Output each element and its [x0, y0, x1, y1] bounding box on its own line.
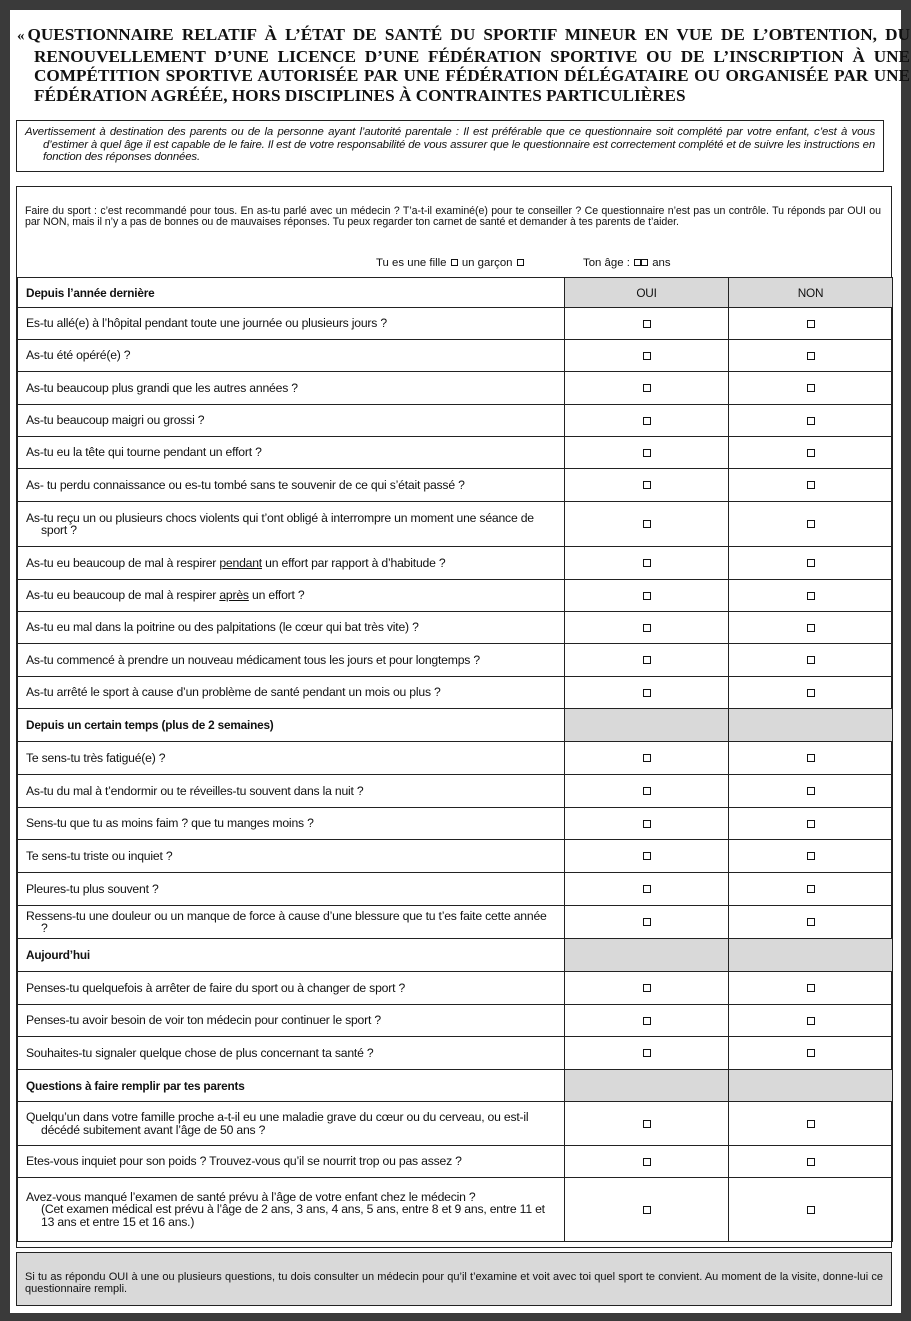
- no-checkbox[interactable]: [807, 1049, 815, 1057]
- question-cell: [18, 437, 565, 469]
- no-checkbox[interactable]: [807, 984, 815, 992]
- yes-cell: [565, 469, 729, 502]
- question-emphasis: après: [219, 588, 249, 603]
- yes-cell: [565, 580, 729, 612]
- question-text: [26, 785, 556, 798]
- question-cell: [18, 1102, 565, 1146]
- no-cell: [729, 840, 893, 873]
- question-cell: [18, 502, 565, 547]
- no-column-header: NON: [797, 285, 824, 300]
- question-row: [18, 405, 893, 437]
- question-text: [26, 382, 556, 395]
- no-checkbox[interactable]: [807, 1017, 815, 1025]
- question-row: [18, 1146, 893, 1178]
- yes-checkbox[interactable]: [643, 481, 651, 489]
- question-cell: [18, 469, 565, 502]
- question-cell: [18, 580, 565, 612]
- yes-checkbox[interactable]: [643, 820, 651, 828]
- no-cell: [729, 1037, 893, 1070]
- age-field: [583, 257, 671, 269]
- question-row: [18, 340, 893, 372]
- no-cell: [729, 308, 893, 340]
- yes-checkbox[interactable]: [643, 1120, 651, 1128]
- yes-checkbox[interactable]: [643, 918, 651, 926]
- no-checkbox[interactable]: [807, 352, 815, 360]
- section-header-row: [18, 1070, 893, 1102]
- question-row: [18, 1005, 893, 1037]
- yes-cell: [565, 873, 729, 906]
- question-text-main: Ressens-tu une douleur ou un manque de force à cause d’une blessure que tu t’es faite cette année ?: [26, 908, 547, 935]
- question-row: [18, 873, 893, 906]
- question-cell: [18, 840, 565, 873]
- yes-cell: [565, 677, 729, 709]
- question-cell: [18, 972, 565, 1005]
- question-row: [18, 612, 893, 644]
- question-row: [18, 906, 893, 939]
- yes-checkbox[interactable]: [643, 754, 651, 762]
- yes-checkbox[interactable]: [643, 1017, 651, 1025]
- no-checkbox[interactable]: [807, 320, 815, 328]
- question-text: [26, 621, 556, 634]
- question-row: [18, 972, 893, 1005]
- question-row: [18, 308, 893, 340]
- yes-cell: [565, 1037, 729, 1070]
- question-text: [26, 479, 556, 492]
- yes-cell: [565, 775, 729, 808]
- yes-cell: [565, 1178, 729, 1242]
- section-yes-cell: [565, 278, 729, 308]
- question-text: [26, 557, 556, 570]
- question-text-main: As-tu eu mal dans la poitrine ou des palpitations (le cœur qui bat très vite) ?: [26, 620, 419, 635]
- form-page: [10, 10, 910, 1313]
- question-text: [26, 1014, 556, 1027]
- question-cell: [18, 677, 565, 709]
- yes-checkbox[interactable]: [643, 1206, 651, 1214]
- parent-warning-box: [16, 120, 884, 172]
- question-row: [18, 502, 893, 547]
- yes-checkbox[interactable]: [643, 787, 651, 795]
- no-checkbox[interactable]: [807, 918, 815, 926]
- question-cell: [18, 612, 565, 644]
- opening-quote: «: [17, 28, 25, 44]
- no-checkbox[interactable]: [807, 559, 815, 567]
- question-text: [26, 512, 556, 537]
- question-text: [26, 1155, 556, 1168]
- question-row: [18, 808, 893, 840]
- question-text: [26, 883, 556, 896]
- yes-checkbox[interactable]: [643, 656, 651, 664]
- question-text: [26, 1191, 556, 1229]
- section-yes-cell: [565, 1070, 729, 1102]
- question-row: [18, 372, 893, 405]
- question-cell: [18, 906, 565, 939]
- yes-checkbox[interactable]: [643, 449, 651, 457]
- section-heading: Depuis l’année dernière: [18, 278, 565, 308]
- question-row: [18, 644, 893, 677]
- no-checkbox[interactable]: [807, 656, 815, 664]
- yes-checkbox[interactable]: [643, 384, 651, 392]
- question-text: [26, 910, 556, 935]
- age-digit-1-box[interactable]: [634, 259, 641, 266]
- question-cell: [18, 1178, 565, 1242]
- no-cell: [729, 906, 893, 939]
- no-checkbox[interactable]: [807, 885, 815, 893]
- question-cell: [18, 1005, 565, 1037]
- age-digit-2-box[interactable]: [641, 259, 648, 266]
- question-cell: [18, 308, 565, 340]
- no-cell: [729, 1146, 893, 1178]
- boy-checkbox[interactable]: [517, 259, 524, 266]
- no-cell: [729, 502, 893, 547]
- no-checkbox[interactable]: [807, 1120, 815, 1128]
- no-cell: [729, 644, 893, 677]
- question-cell: [18, 372, 565, 405]
- no-cell: [729, 1005, 893, 1037]
- question-text-main: As-tu du mal à t’endormir ou te réveilles-tu souvent dans la nuit ?: [26, 783, 364, 798]
- yes-checkbox[interactable]: [643, 1158, 651, 1166]
- no-checkbox[interactable]: [807, 689, 815, 697]
- question-text: [26, 317, 556, 330]
- age-unit: ans: [652, 257, 671, 269]
- no-checkbox[interactable]: [807, 384, 815, 392]
- question-text-main: Quelqu’un dans votre famille proche a-t-il eu une maladie grave du cœur ou du cerveau, ou est-il décédé subitement avant l’âge de 50 ans ?: [26, 1110, 529, 1137]
- question-text-part: un effort par rapport à d’habitude ?: [262, 555, 446, 570]
- yes-cell: [565, 840, 729, 873]
- yes-checkbox[interactable]: [643, 559, 651, 567]
- question-text-main: As- tu perdu connaissance ou es-tu tombé sans te souvenir de ce qui s’était passé ?: [26, 477, 465, 492]
- intro-text: Faire du sport : c’est recommandé pour tous. En as-tu parlé avec un médecin ? T’a-t-il examiné(e) pour te conseiller ? Ce questionnaire n’est pas un contrôle. Tu réponds par OUI ou par NON, mais il n’y a pas de bonnes ou de mauvaises réponses. Tu peux regarder ton carnet de santé et demander à tes parents de t’aider.: [25, 205, 881, 228]
- question-text-main: Es-tu allé(e) à l’hôpital pendant toute une journée ou plusieurs jours ?: [26, 316, 387, 331]
- no-cell: [729, 1178, 893, 1242]
- question-text: [26, 752, 556, 765]
- yes-checkbox[interactable]: [643, 1049, 651, 1057]
- yes-cell: [565, 340, 729, 372]
- no-cell: [729, 547, 893, 580]
- girl-checkbox[interactable]: [451, 259, 458, 266]
- questionnaire-box: [16, 186, 892, 1248]
- question-row: [18, 1178, 893, 1242]
- question-text-main: Pleures-tu plus souvent ?: [26, 881, 159, 896]
- question-text-main: As-tu beaucoup maigri ou grossi ?: [26, 413, 205, 428]
- question-text-main: As-tu reçu un ou plusieurs chocs violents qui t’ont obligé à interrompre un moment une séance de sport ?: [26, 510, 534, 537]
- no-cell: [729, 437, 893, 469]
- yes-cell: [565, 972, 729, 1005]
- no-checkbox[interactable]: [807, 449, 815, 457]
- yes-cell: [565, 644, 729, 677]
- no-cell: [729, 972, 893, 1005]
- no-cell: [729, 405, 893, 437]
- section-no-cell: [729, 1070, 893, 1102]
- no-checkbox[interactable]: [807, 624, 815, 632]
- no-cell: [729, 775, 893, 808]
- question-text-main: Sens-tu que tu as moins faim ? que tu manges moins ?: [26, 816, 314, 831]
- question-text-main: Etes-vous inquiet pour son poids ? Trouvez-vous qu’il se nourrit trop ou pas assez ?: [26, 1154, 462, 1169]
- question-cell: [18, 1146, 565, 1178]
- no-cell: [729, 873, 893, 906]
- question-row: [18, 437, 893, 469]
- question-text: [26, 349, 556, 362]
- question-cell: [18, 873, 565, 906]
- no-cell: [729, 469, 893, 502]
- yes-checkbox[interactable]: [643, 689, 651, 697]
- section-header-row: [18, 278, 893, 308]
- questions-table: [17, 277, 893, 1242]
- no-cell: [729, 372, 893, 405]
- identity-line: [17, 257, 891, 273]
- question-row: [18, 580, 893, 612]
- section-no-cell: [729, 939, 893, 972]
- question-cell: [18, 644, 565, 677]
- question-text: [26, 850, 556, 863]
- question-row: [18, 742, 893, 775]
- question-cell: [18, 808, 565, 840]
- question-emphasis: pendant: [219, 555, 262, 570]
- age-label: Ton âge :: [583, 257, 630, 269]
- no-checkbox[interactable]: [807, 520, 815, 528]
- question-row: [18, 775, 893, 808]
- boy-label: un garçon: [461, 257, 513, 269]
- question-text-main: Souhaites-tu signaler quelque chose de plus concernant ta santé ?: [26, 1045, 374, 1060]
- question-text: [26, 654, 556, 667]
- section-no-cell: [729, 278, 893, 308]
- yes-cell: [565, 1146, 729, 1178]
- question-row: [18, 677, 893, 709]
- question-text-main: As-tu été opéré(e) ?: [26, 348, 131, 363]
- section-heading: Depuis un certain temps (plus de 2 semaines): [18, 709, 565, 742]
- yes-cell: [565, 372, 729, 405]
- yes-checkbox[interactable]: [643, 624, 651, 632]
- question-text: [26, 686, 556, 699]
- question-text-main: As-tu eu la tête qui tourne pendant un effort ?: [26, 445, 262, 460]
- question-text-main: Penses-tu quelquefois à arrêter de faire du sport ou à changer de sport ?: [26, 980, 406, 995]
- question-text: [26, 446, 556, 459]
- question-cell: [18, 405, 565, 437]
- section-no-cell: [729, 709, 893, 742]
- question-text-main: As-tu commencé à prendre un nouveau médicament tous les jours et pour longtemps ?: [26, 652, 480, 667]
- gender-selector: [376, 257, 525, 269]
- no-checkbox[interactable]: [807, 852, 815, 860]
- question-text: [26, 589, 556, 602]
- no-checkbox[interactable]: [807, 481, 815, 489]
- yes-cell: [565, 502, 729, 547]
- question-cell: [18, 340, 565, 372]
- no-cell: [729, 612, 893, 644]
- question-text-part: As-tu eu beaucoup de mal à respirer: [26, 588, 220, 603]
- footer-instructions: Si tu as répondu OUI à une ou plusieurs questions, tu dois consulter un médecin pour qu’il t’examine et voit avec toi quel sport te convient. Au moment de la visite, donne-lui ce questionnaire rempli.: [16, 1252, 892, 1306]
- no-cell: [729, 340, 893, 372]
- question-text: [26, 817, 556, 830]
- no-cell: [729, 1102, 893, 1146]
- yes-cell: [565, 1005, 729, 1037]
- no-cell: [729, 677, 893, 709]
- yes-checkbox[interactable]: [643, 352, 651, 360]
- section-heading: Questions à faire remplir par tes parents: [18, 1070, 565, 1102]
- section-header-row: [18, 939, 893, 972]
- yes-cell: [565, 742, 729, 775]
- yes-cell: [565, 308, 729, 340]
- yes-column-header: OUI: [636, 285, 657, 300]
- question-cell: [18, 547, 565, 580]
- question-cell: [18, 742, 565, 775]
- yes-cell: [565, 906, 729, 939]
- question-row: [18, 1037, 893, 1070]
- no-checkbox[interactable]: [807, 1206, 815, 1214]
- question-cell: [18, 1037, 565, 1070]
- question-row: [18, 1102, 893, 1146]
- question-text: [26, 414, 556, 427]
- parent-warning-text: Avertissement à destination des parents ou de la personne ayant l’autorité parentale : Il est préférable que ce questionnaire soit complété par votre enfant, c’est à vous d’estimer à quel âge il est capable de le faire. Il est de votre responsabilité de vous assurer que le questionnaire est correctement complété et de suivre les instructions en fonction des réponses données.: [25, 126, 875, 164]
- yes-cell: [565, 612, 729, 644]
- question-text-main: Avez-vous manqué l’examen de santé prévu à l’âge de votre enfant chez le médecin ?: [26, 1189, 476, 1204]
- question-text-main: As-tu beaucoup plus grandi que les autres années ?: [26, 380, 298, 395]
- yes-cell: [565, 1102, 729, 1146]
- question-row: [18, 840, 893, 873]
- no-cell: [729, 808, 893, 840]
- yes-checkbox[interactable]: [643, 984, 651, 992]
- question-text: [26, 1111, 556, 1136]
- yes-checkbox[interactable]: [643, 417, 651, 425]
- section-yes-cell: [565, 709, 729, 742]
- section-header-row: [18, 709, 893, 742]
- question-text: [26, 1047, 556, 1060]
- question-text: [26, 982, 556, 995]
- no-checkbox[interactable]: [807, 417, 815, 425]
- form-title-text: QUESTIONNAIRE RELATIF À L’ÉTAT DE SANTÉ DU SPORTIF MINEUR EN VUE DE L’OBTENTION, DU RENOUVELLEMENT D’UNE LICENCE D’UNE FÉDÉRATION SPORTIVE OU DE L’INSCRIPTION À UNE COMPÉTITION SPORTIVE AUTORISÉE PAR UNE FÉDÉRATION DÉLÉGATAIRE OU ORGANISÉE PAR UNE FÉDÉRATION AGRÉÉE, HORS DISCIPLINES À CONTRAINTES PARTICULIÈRES: [27, 25, 910, 105]
- no-cell: [729, 742, 893, 775]
- question-row: [18, 547, 893, 580]
- yes-cell: [565, 437, 729, 469]
- yes-cell: [565, 405, 729, 437]
- yes-cell: [565, 547, 729, 580]
- yes-checkbox[interactable]: [643, 852, 651, 860]
- no-checkbox[interactable]: [807, 1158, 815, 1166]
- no-checkbox[interactable]: [807, 754, 815, 762]
- yes-cell: [565, 808, 729, 840]
- no-checkbox[interactable]: [807, 820, 815, 828]
- question-note: (Cet examen médical est prévu à l’âge de 2 ans, 3 ans, 4 ans, 5 ans, entre 8 et 9 ans, entre 11 et 13 ans et entre 15 et 16 ans.): [41, 1202, 545, 1229]
- yes-checkbox[interactable]: [643, 592, 651, 600]
- question-text-main: Te sens-tu très fatigué(e) ?: [26, 750, 166, 765]
- question-cell: [18, 775, 565, 808]
- question-text-part: un effort ?: [248, 588, 305, 603]
- question-text-part: As-tu eu beaucoup de mal à respirer: [26, 555, 220, 570]
- girl-label: Tu es une fille: [376, 257, 447, 269]
- no-checkbox[interactable]: [807, 592, 815, 600]
- yes-checkbox[interactable]: [643, 520, 651, 528]
- yes-checkbox[interactable]: [643, 885, 651, 893]
- form-title: [17, 25, 910, 105]
- yes-checkbox[interactable]: [643, 320, 651, 328]
- no-checkbox[interactable]: [807, 787, 815, 795]
- question-text-main: As-tu arrêté le sport à cause d’un problème de santé pendant un mois ou plus ?: [26, 685, 441, 700]
- no-cell: [729, 580, 893, 612]
- section-yes-cell: [565, 939, 729, 972]
- question-text-main: Penses-tu avoir besoin de voir ton médecin pour continuer le sport ?: [26, 1013, 381, 1028]
- section-heading: Aujourd’hui: [18, 939, 565, 972]
- question-row: [18, 469, 893, 502]
- question-text-main: Te sens-tu triste ou inquiet ?: [26, 848, 173, 863]
